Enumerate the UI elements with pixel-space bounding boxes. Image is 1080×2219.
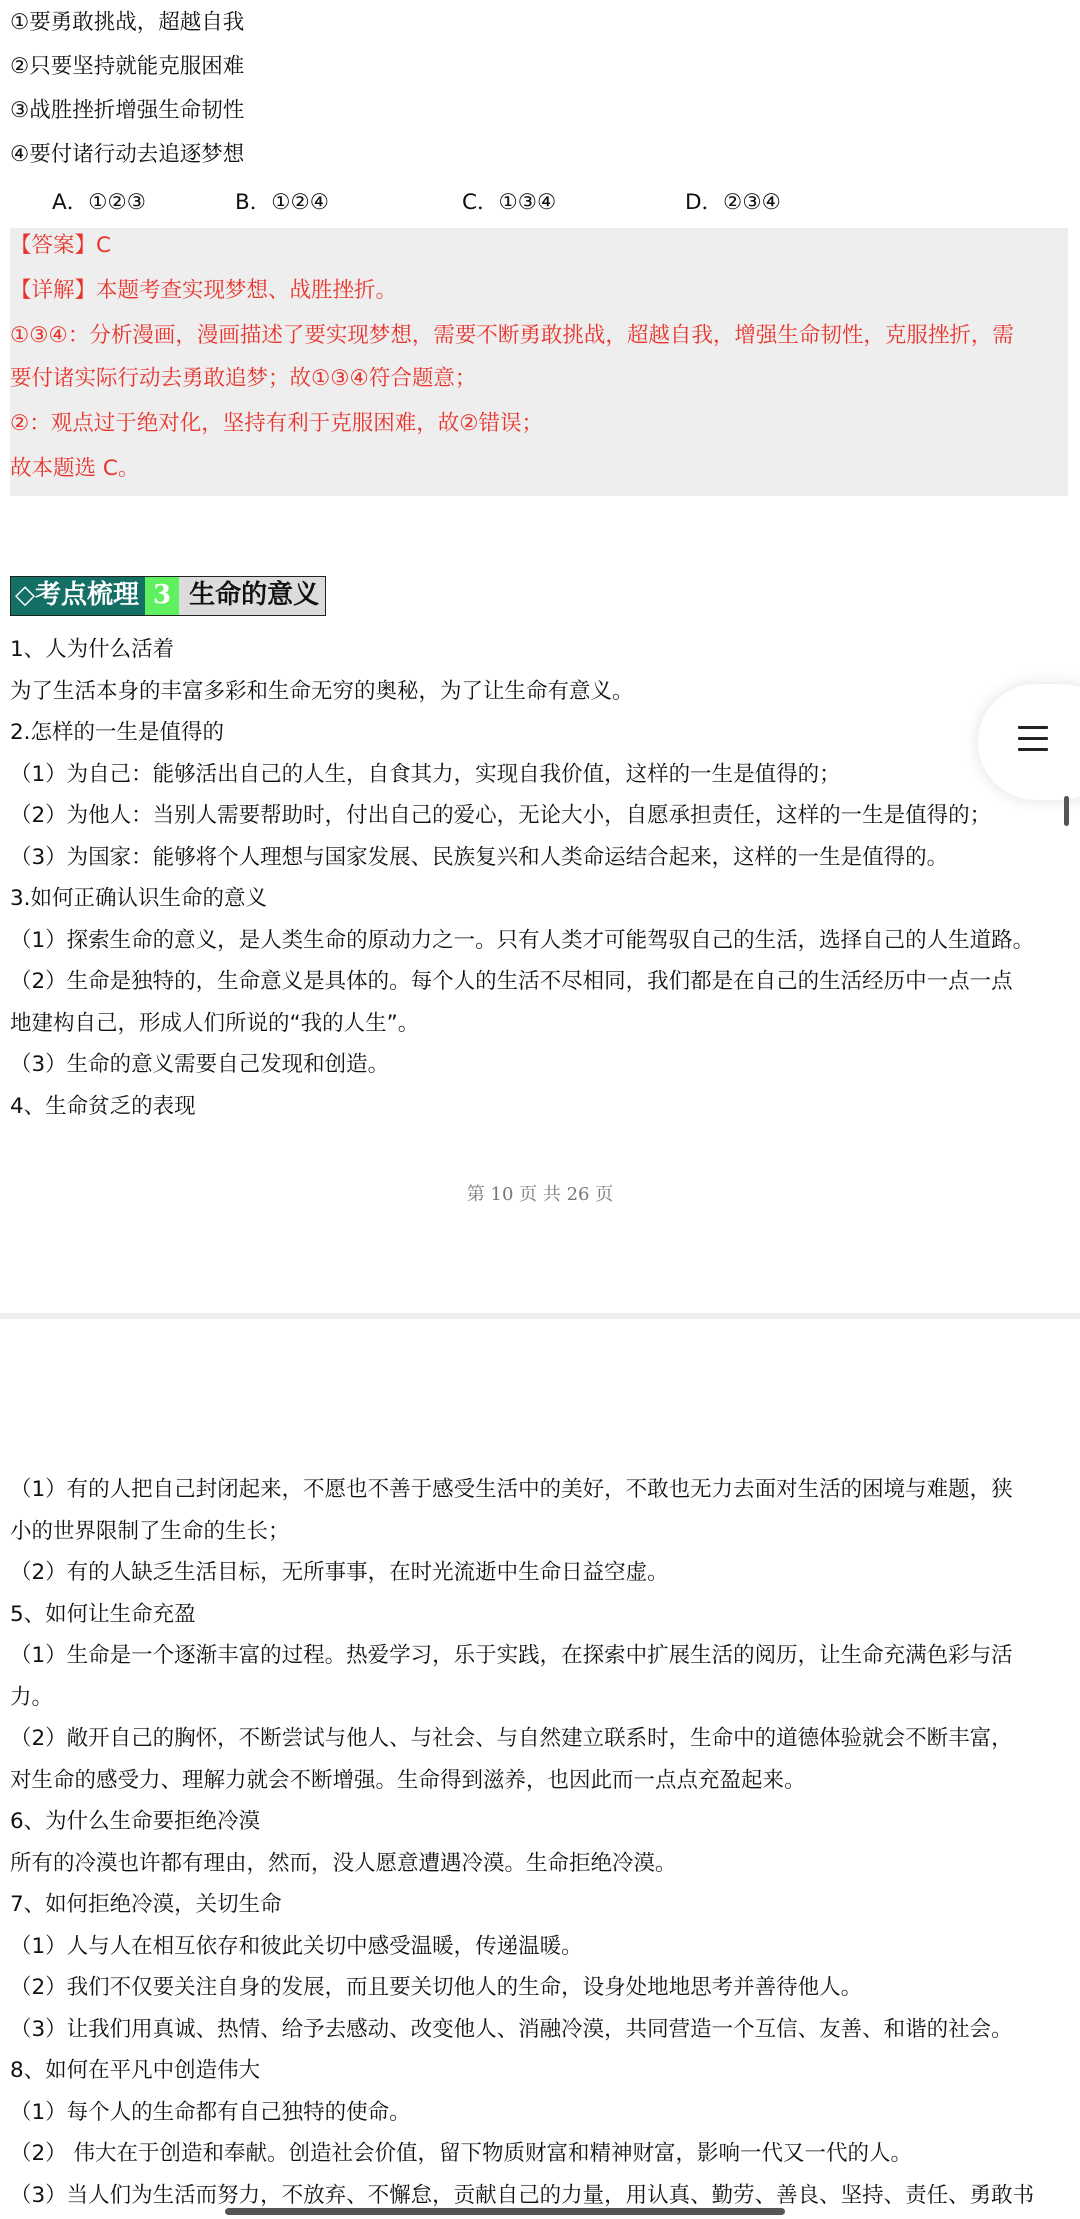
question-item: ②只要坚持就能克服困难	[10, 54, 245, 79]
section-heading	[10, 576, 326, 616]
question-item: ③战胜挫折增强生命韧性	[10, 98, 245, 123]
text-line: （1）有的人把自己封闭起来，不愿也不善于感受生活中的美好，不敢也无力去面对生活的困境与难题，狭	[10, 1477, 1013, 1502]
text-line: （2）为他人：当别人需要帮助时，付出自己的爱心，无论大小，自愿承担责任，这样的一生是值得的；	[10, 803, 992, 828]
text-line: 为了生活本身的丰富多彩和生命无穷的奥秘，为了让生命有意义。	[10, 679, 634, 704]
text-line: 4、生命贫乏的表现	[10, 1094, 196, 1119]
page-footer: 第 10 页 共 26 页	[466, 1184, 614, 1205]
text-line: 8、如何在平凡中创造伟大	[10, 2058, 261, 2083]
analysis-line: ②：观点过于绝对化，坚持有利于克服困难，故②错误；	[10, 411, 544, 436]
text-line: （1）生命是一个逐渐丰富的过程。热爱学习，乐于实践，在探索中扩展生活的阅历，让生命充满色彩与活	[10, 1643, 1013, 1668]
hamburger-menu-icon	[1018, 726, 1048, 754]
text-line: （1）为自己：能够活出自己的人生，自食其力，实现自我价值，这样的一生是值得的；	[10, 762, 841, 787]
text-line: 3.如何正确认识生命的意义	[10, 886, 268, 911]
text-line: （1）探索生命的意义，是人类生命的原动力之一。只有人类才可能驾驭自己的生活，选择自己的人生道路。	[10, 928, 1035, 953]
heading-prefix: ◇考点梳理	[11, 577, 145, 615]
page-divider	[0, 1313, 1080, 1319]
text-line: 7、如何拒绝冷漠，关切生命	[10, 1892, 282, 1917]
text-line: 力。	[10, 1685, 54, 1710]
text-line: （2）我们不仅要关注自身的发展，而且要关切他人的生命，设身处地地思考并善待他人。	[10, 1975, 863, 2000]
detail-line: 【详解】本题考查实现梦想、战胜挫折。	[10, 278, 398, 303]
text-line: （3）当人们为生活而努力，不放弃、不懈怠，贡献自己的力量，用认真、勤劳、善良、坚持、责任、勇敢书	[10, 2183, 1035, 2208]
text-line: （2）敞开自己的胸怀，不断尝试与他人、与社会、与自然建立联系时，生命中的道德体验就会不断丰富，	[10, 1726, 1013, 1751]
text-line: （2）生命是独特的，生命意义是具体的。每个人的生活不尽相同，我们都是在自己的生活经历中一点一点	[10, 969, 1013, 994]
floating-menu-button[interactable]	[978, 684, 1080, 800]
text-line: 地建构自己，形成人们所说的“我的人生”。	[10, 1011, 420, 1036]
text-line: 6、为什么生命要拒绝冷漠	[10, 1809, 261, 1834]
text-line: 对生命的感受力、理解力就会不断增强。生命得到滋养，也因此而一点点充盈起来。	[10, 1768, 806, 1793]
text-line: 小的世界限制了生命的生长；	[10, 1519, 290, 1544]
text-line: 所有的冷漠也许都有理由，然而，没人愿意遭遇冷漠。生命拒绝冷漠。	[10, 1851, 677, 1876]
text-line: （1）每个人的生命都有自己独特的使命。	[10, 2100, 411, 2125]
text-line: （3）生命的意义需要自己发现和创造。	[10, 1052, 390, 1077]
question-item: ①要勇敢挑战，超越自我	[10, 10, 245, 35]
answer-line: 【答案】C	[10, 233, 112, 258]
text-line: 2.怎样的一生是值得的	[10, 720, 225, 745]
analysis-line: ①③④：分析漫画，漫画描述了要实现梦想，需要不断勇敢挑战，超越自我，增强生命韧性，克服挫折，需	[10, 323, 1014, 348]
option-b: B．①②④	[235, 190, 330, 215]
heading-number: 3	[145, 577, 179, 615]
heading-title: 生命的意义	[179, 577, 325, 615]
scroll-indicator[interactable]	[1064, 796, 1069, 826]
option-c: C．①③④	[462, 190, 557, 215]
text-line: 5、如何让生命充盈	[10, 1602, 196, 1627]
text-line: （3）为国家：能够将个人理想与国家发展、民族复兴和人类命运结合起来，这样的一生是值得的。	[10, 845, 949, 870]
text-line: （1）人与人在相互依存和彼此关切中感受温暖，传递温暖。	[10, 1934, 583, 1959]
home-indicator-bar[interactable]	[225, 2208, 785, 2215]
answer-explanation-box	[10, 228, 1068, 496]
text-line: （2）有的人缺乏生活目标，无所事事，在时光流逝中生命日益空虚。	[10, 1560, 669, 1585]
text-line: （3）让我们用真诚、热情、给予去感动、改变他人、消融冷漠，共同营造一个互信、友善、和谐的社会。	[10, 2017, 1013, 2042]
option-d: D．②③④	[685, 190, 781, 215]
analysis-line: 要付诸实际行动去勇敢追梦；故①③④符合题意；	[10, 366, 477, 391]
question-item: ④要付诸行动去追逐梦想	[10, 142, 245, 167]
text-line: 1、人为什么活着	[10, 637, 175, 662]
option-a: A．①②③	[52, 190, 147, 215]
text-line: （2） 伟大在于创造和奉献。创造社会价值，留下物质财富和精神财富，影响一代又一代的人。	[10, 2141, 913, 2166]
conclusion-line: 故本题选 C。	[10, 456, 140, 481]
